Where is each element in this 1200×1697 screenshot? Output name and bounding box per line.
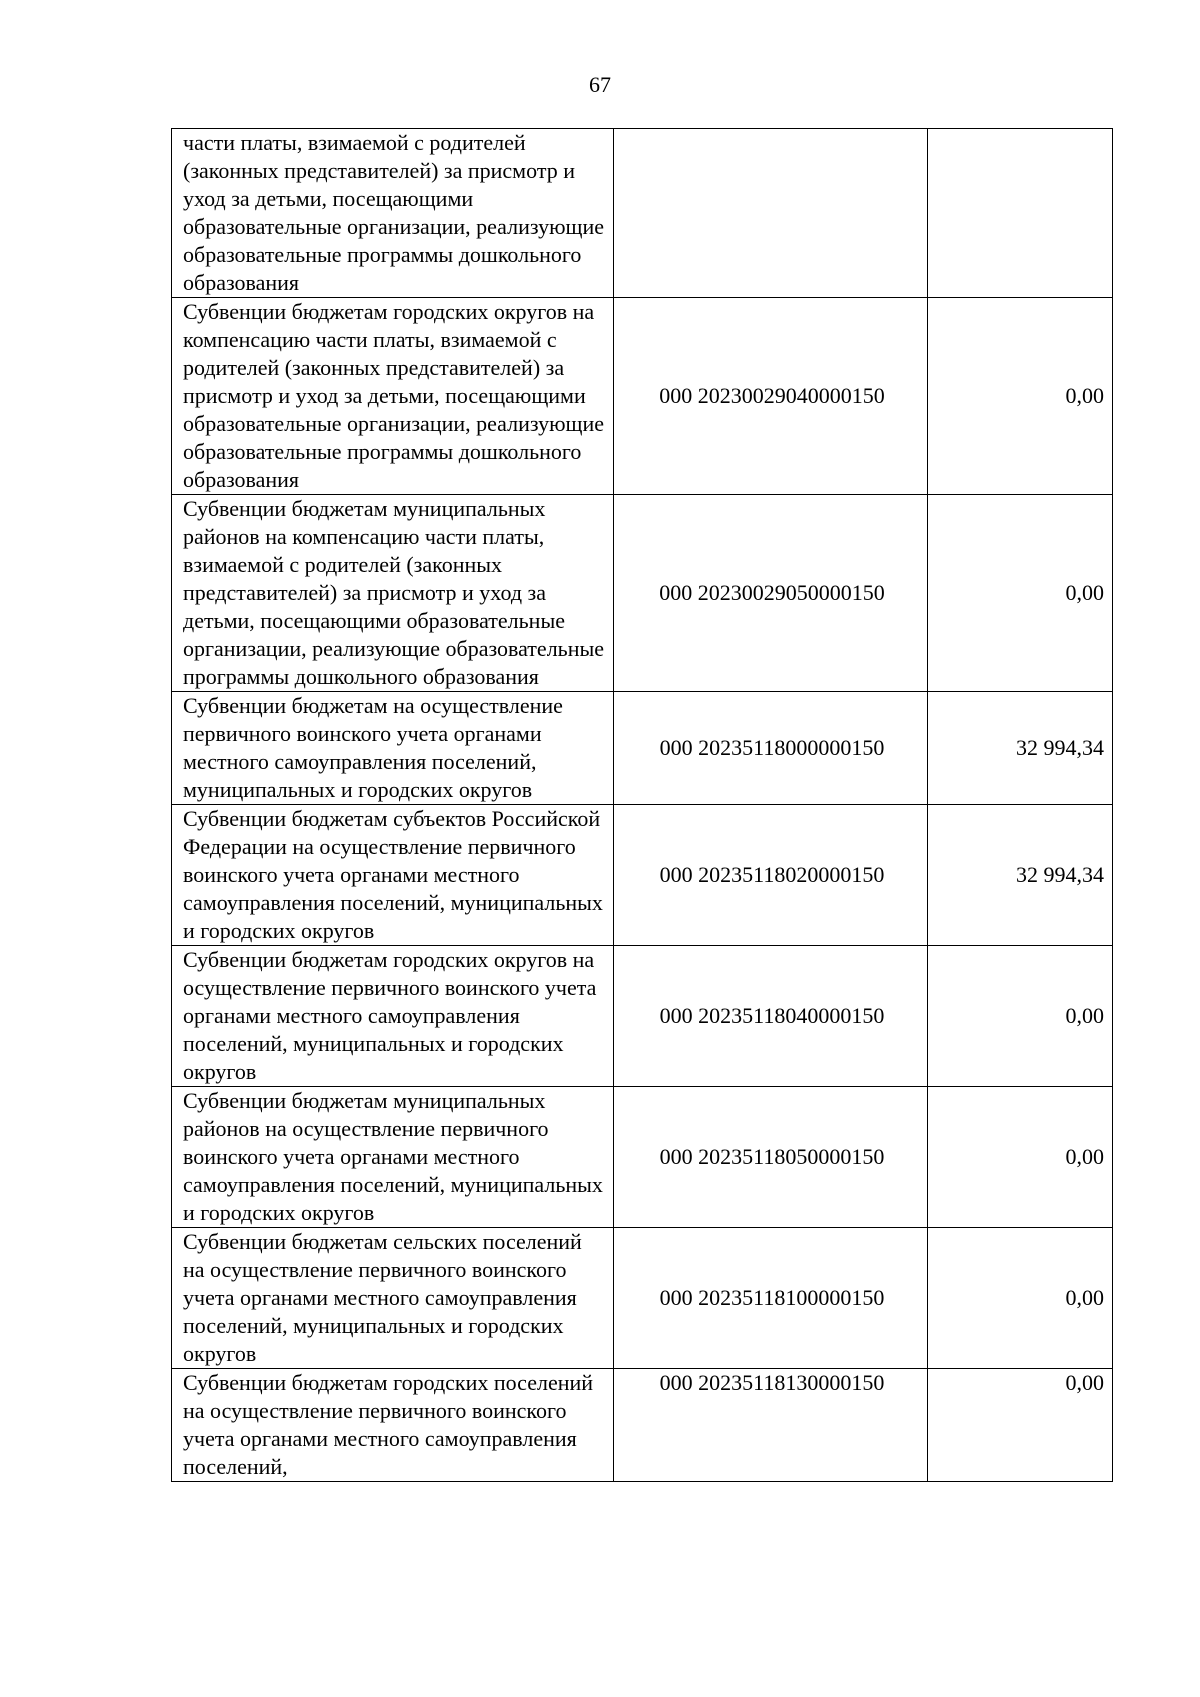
row-code: 000 20235118000000150 [614, 692, 928, 805]
row-amount: 0,00 [928, 1228, 1113, 1369]
budget-table [171, 128, 1113, 1482]
table-row [172, 946, 1113, 1087]
row-name: части платы, взимаемой с родителей (законных представителей) за присмотр и уход за детьми, посещающими образовательные организации, реализующие образовательные программы дошкольного образования [172, 129, 614, 298]
row-code: 000 20230029040000150 [614, 298, 928, 495]
table-row [172, 1228, 1113, 1369]
row-name: Субвенции бюджетам сельских поселений на осуществление первичного воинского учета органами местного самоуправления поселений, муниципальных и городских округов [172, 1228, 614, 1369]
row-name: Субвенции бюджетам городских округов на компенсацию части платы, взимаемой с родителей (законных представителей) за присмотр и уход за детьми, посещающими образовательные организации, реализующие образовательные программы дошкольного образования [172, 298, 614, 495]
table-row [172, 1087, 1113, 1228]
row-amount: 0,00 [928, 298, 1113, 495]
row-amount: 0,00 [928, 1369, 1113, 1482]
row-code: 000 20235118050000150 [614, 1087, 928, 1228]
row-name: Субвенции бюджетам городских округов на осуществление первичного воинского учета органами местного самоуправления поселений, муниципальных и городских округов [172, 946, 614, 1087]
row-name: Субвенции бюджетам муниципальных районов на осуществление первичного воинского учета органами местного самоуправления поселений, муниципальных и городских округов [172, 1087, 614, 1228]
row-amount: 0,00 [928, 946, 1113, 1087]
table-row [172, 298, 1113, 495]
row-name: Субвенции бюджетам муниципальных районов на компенсацию части платы, взимаемой с родителей (законных представителей) за присмотр и уход за детьми, посещающими образовательные организации, реализующие образовательные программы дошкольного образования [172, 495, 614, 692]
row-name: Субвенции бюджетам на осуществление первичного воинского учета органами местного самоуправления поселений, муниципальных и городских округов [172, 692, 614, 805]
row-amount [928, 129, 1113, 298]
table-row [172, 495, 1113, 692]
row-code: 000 20235118100000150 [614, 1228, 928, 1369]
row-code: 000 20235118130000150 [614, 1369, 928, 1482]
row-code [614, 129, 928, 298]
row-code: 000 20235118020000150 [614, 805, 928, 946]
row-name: Субвенции бюджетам субъектов Российской Федерации на осуществление первичного воинского учета органами местного самоуправления поселений, муниципальных и городских округов [172, 805, 614, 946]
table-row [172, 129, 1113, 298]
table-row [172, 692, 1113, 805]
row-name: Субвенции бюджетам городских поселений на осуществление первичного воинского учета органами местного самоуправления поселений, [172, 1369, 614, 1482]
page-number: 67 [589, 72, 611, 97]
row-amount: 32 994,34 [928, 805, 1113, 946]
row-code: 000 20230029050000150 [614, 495, 928, 692]
row-code: 000 20235118040000150 [614, 946, 928, 1087]
table-row [172, 1369, 1113, 1482]
row-amount: 0,00 [928, 1087, 1113, 1228]
table-row [172, 805, 1113, 946]
row-amount: 0,00 [928, 495, 1113, 692]
row-amount: 32 994,34 [928, 692, 1113, 805]
